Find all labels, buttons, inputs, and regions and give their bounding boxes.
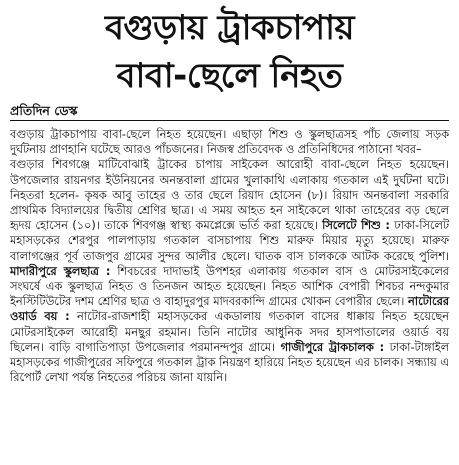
natore-subhead: নাটোরের ওয়ার্ড বয় : bbox=[10, 295, 450, 324]
headline bbox=[0, 4, 459, 100]
article-body bbox=[10, 127, 449, 385]
bogura-text: বগুড়ার শিবগঞ্জে মাটিবোঝাই ট্রাকের চাপায় সাইকেল আরোহী বাবা-ছেলে নিহত হয়েছেন। উপজেলার রায়নগর ইউনিয়নের অনন্তবালা গ্রামের খুলাকাথি এলাকায় গতকাল এই দুর্ঘটনা ঘটে। নিহতরা হলেন- কৃষক আবু তাহের ও তার ছেলে রিয়াদ হোসেন (৮)। রিয়াদ অনন্তবালা সরকারি প্রাথমিক বিদ্যালয়ের দ্বিতীয় শ্রেণির ছাত্র। এ সময় আহত হন সাইকেলে থাকা তাহেরের বড় ছেলে হৃদয় হোসেন (১০)। তাকে শিবগঞ্জ স্বাস্থ্য কমপ্লেক্সে ভর্তি করা হয়েছে। bbox=[10, 158, 449, 233]
headline-line-1: বগুড়ায় ট্রাকচাপায় bbox=[104, 8, 355, 48]
natore-text: নাটোর-রাজশাহী মহাসড়কের একডালায় গতকাল বাসের ধাক্কায় নিহত হয়েছেন মোটরসাইকেল আরোহী মনছুর রহমান। তিনি নাটোর আধুনিক সদর হাসপাতালের ওয়ার্ড বয় ছিলেন। বাড়ি বাগাতিপাড়া উপজেলার পরমানন্দপুর গ্রামে। bbox=[10, 310, 450, 354]
story-paragraph bbox=[10, 157, 449, 385]
madaripur-text: শিবচরের দাদাভাই উপশহর এলাকায় গতকাল বাস ও মোটরসাইকেলের সংঘর্ষে এক স্কুলছাত্র নিহত ও তিনজন আহত হয়েছেন। নিহত আশিক বেপারী শিবচর নন্দকুমার ইনস্টিটিউটের দশম শ্রেণির ছাত্র ও বাহাদুরপুর মাদবরকান্দি গ্রামের খোকন বেপারীর ছেলে। bbox=[10, 264, 449, 309]
headline-line-2: বাবা-ছেলে নিহত bbox=[116, 56, 343, 96]
intro-paragraph bbox=[10, 127, 449, 157]
sylhet-subhead: সিলেটে শিশু : bbox=[322, 219, 390, 233]
byline-divider bbox=[10, 120, 449, 121]
intro-text: বগুড়ায় ট্রাকচাপায় বাবা-ছেলে নিহত হয়েছেন। এছাড়া শিশু ও স্কুলছাত্রসহ পাঁচ জেলায় সড়ক দুর্ঘটনায় প্রাণহানি ঘটেছে আরও পাঁচজনের। নিজস্ব প্রতিবেদক ও প্রতিনিধিদের পাঠানো খবর– bbox=[10, 128, 449, 157]
gazipur-text: ঢাকা-টাঙ্গাইল মহাসড়কের গাজীপুরের সফিপুরে গতকাল ট্রাক নিয়ন্ত্রণ হারিয়ে নিহত হয়েছেন এর চালক। সন্ধ্যায় এ রিপোর্ট লেখা পর্যন্ত নিহতের পরিচয় জানা যায়নি। bbox=[10, 340, 450, 385]
madaripur-subhead: মাদারীপুরে স্কুলছাত্র : bbox=[10, 264, 111, 278]
sylhet-text: ঢাকা-সিলেট মহাসড়কের শেরপুর পালপাড়ায় গতকাল বাসচাপায় শিশু মারুফ মিয়ার মৃত্যু হয়েছে। মারুফ বালাগঞ্জের পূর্ব তাজপুর গ্রামের সুন্দর আলীর ছেলে। ঘাতক বাস চালককে আটক করেছে পুলিশ। bbox=[10, 219, 450, 263]
gazipur-subhead: গাজীপুরে ট্রাকচালক : bbox=[280, 340, 385, 354]
byline: প্রতিদিন ডেস্ক bbox=[10, 103, 78, 118]
